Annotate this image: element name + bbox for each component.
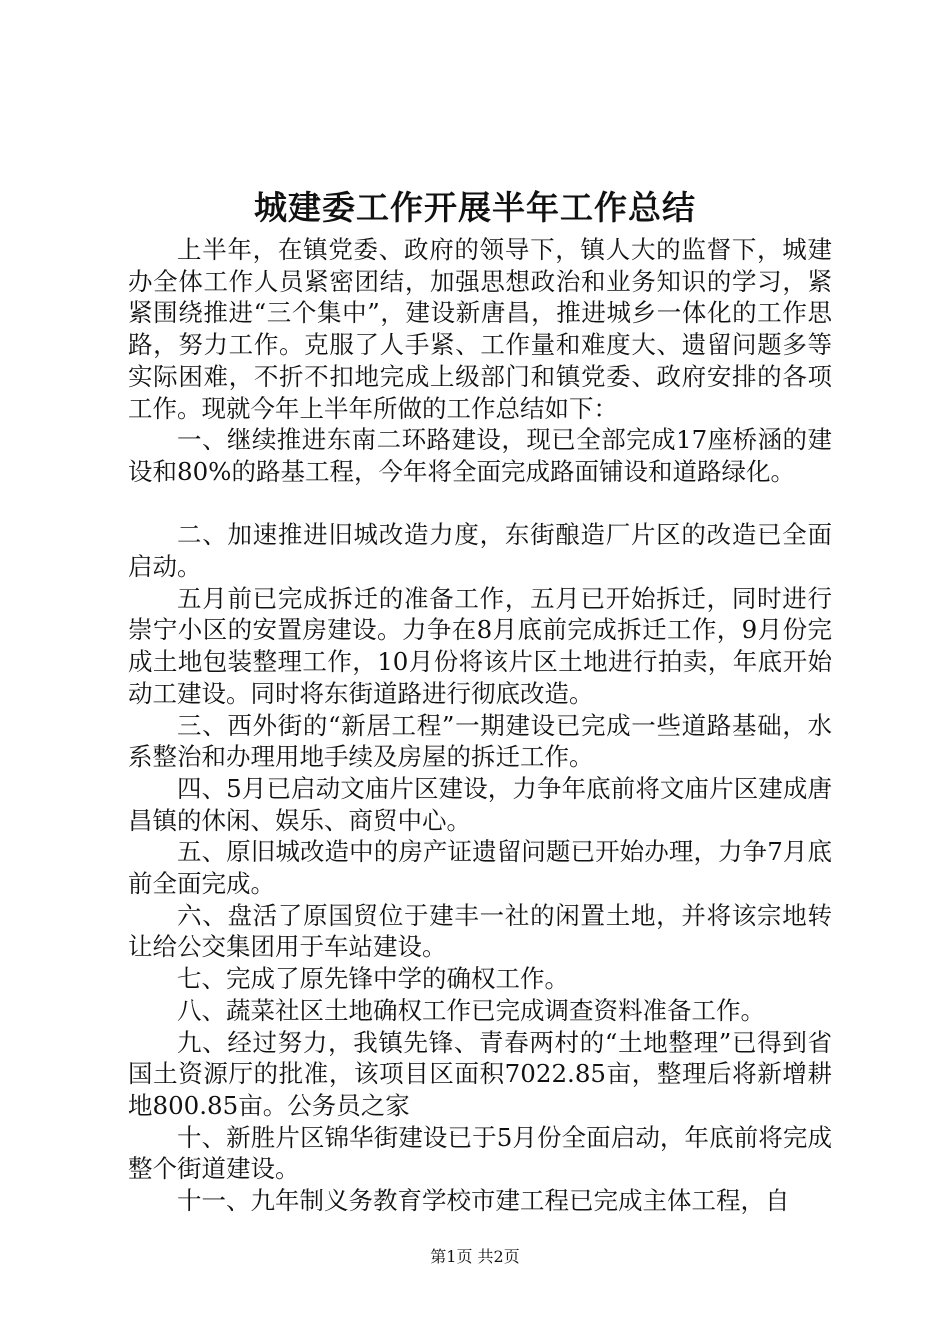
paragraph-item-3: 三、西外街的“新居工程”一期建设已完成一些道路基础，水系整治和办理用地手续及房屋的拆迁工作。 — [128, 710, 832, 772]
document-body — [128, 234, 832, 1217]
paragraph-item-6: 六、盘活了原国贸位于建丰一社的闲置土地，并将该宗地转让给公交集团用于车站建设。 — [128, 900, 832, 962]
paragraph-item-2: 二、加速推进旧城改造力度，东街酿造厂片区的改造已全面启动。 — [128, 520, 832, 582]
paragraph-item-10: 十、新胜片区锦华街建设已于5月份全面启动，年底前将完成整个街道建设。 — [128, 1122, 832, 1184]
paragraph-item-2-detail: 五月前已完成拆迁的准备工作，五月已开始拆迁，同时进行崇宁小区的安置房建设。力争在8月底前完成拆迁工作，9月份完成土地包装整理工作，10月份将该片区土地进行拍卖，年底开始动工建设。同时将东街道路进行彻底改造。 — [128, 583, 832, 708]
paragraph-item-7: 七、完成了原先锋中学的确权工作。 — [177, 964, 569, 994]
paragraph-item-4: 四、5月已启动文庙片区建设，力争年底前将文庙片区建成唐昌镇的休闲、娱乐、商贸中心。 — [128, 773, 832, 835]
paragraph-item-9: 九、经过努力，我镇先锋、青春两村的“土地整理”已得到省国土资源厅的批准，该项目区面积7022.85亩，整理后将新增耕地800.85亩。公务员之家 — [128, 1027, 832, 1120]
paragraph-item-8: 八、蔬菜社区土地确权工作已完成调查资料准备工作。 — [177, 995, 765, 1025]
paragraph-item-5: 五、原旧城改造中的房产证遗留问题已开始办理，力争7月底前全面完成。 — [128, 837, 832, 899]
page-footer: 第1页 共2页 — [430, 1247, 520, 1266]
paragraph-item-1: 一、继续推进东南二环路建设，现已全部完成17座桥涵的建设和80%的路基工程，今年将全面完成路面铺设和道路绿化。 — [128, 425, 832, 486]
paragraph-item-11: 十一、九年制义务教育学校市建工程已完成主体工程，自 — [177, 1186, 790, 1216]
paragraph-intro: 上半年，在镇党委、政府的领导下，镇人大的监督下，城建办全体工作人员紧密团结，加强思想政治和业务知识的学习，紧紧围绕推进“三个集中”，建设新唐昌，推进城乡一体化的工作思路，努力工作。克服了人手紧、工作量和难度大、遗留问题多等实际困难，不折不扣地完成上级部门和镇党委、政府安排的各项工作。现就今年上半年所做的工作总结如下： — [128, 235, 832, 423]
document-title: 城建委工作开展半年工作总结 — [254, 188, 696, 227]
